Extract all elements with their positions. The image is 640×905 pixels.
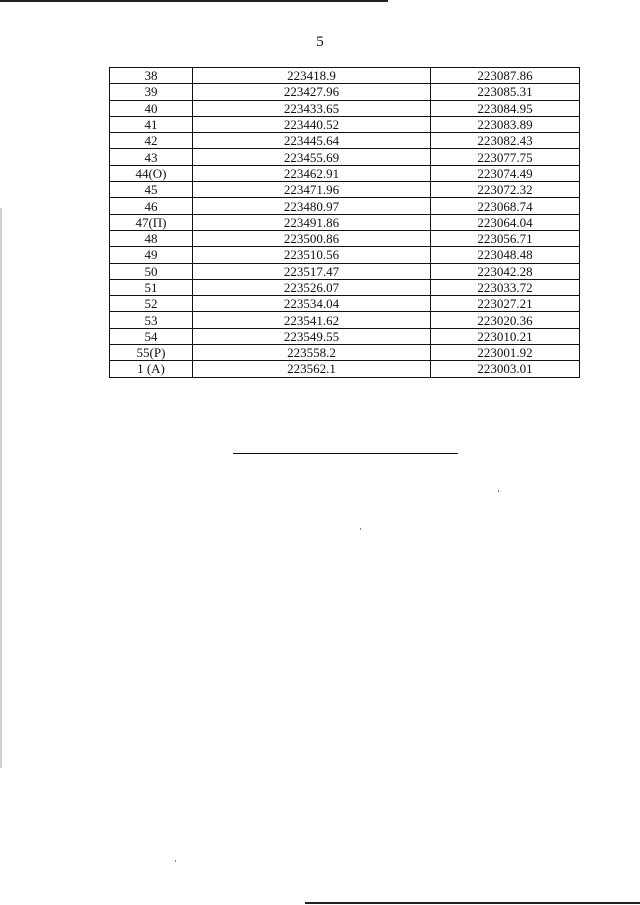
table-row xyxy=(110,100,580,116)
y-coordinate-cell: 223087.86 xyxy=(431,68,580,84)
x-coordinate-cell: 223445.64 xyxy=(193,133,431,149)
x-coordinate-cell: 223455.69 xyxy=(193,149,431,165)
x-coordinate-cell: 223418.9 xyxy=(193,68,431,84)
table-row xyxy=(110,247,580,263)
y-coordinate-cell: 223085.31 xyxy=(431,84,580,100)
point-number-cell: 41 xyxy=(110,116,193,132)
scan-speck xyxy=(360,528,361,530)
y-coordinate-cell: 223082.43 xyxy=(431,133,580,149)
point-number-cell: 46 xyxy=(110,198,193,214)
table-row xyxy=(110,165,580,181)
x-coordinate-cell: 223440.52 xyxy=(193,116,431,132)
y-coordinate-cell: 223001.92 xyxy=(431,345,580,361)
point-number-cell: 55(Р) xyxy=(110,345,193,361)
y-coordinate-cell: 223077.75 xyxy=(431,149,580,165)
x-coordinate-cell: 223433.65 xyxy=(193,100,431,116)
x-coordinate-cell: 223562.1 xyxy=(193,361,431,377)
point-number-cell: 40 xyxy=(110,100,193,116)
table-row xyxy=(110,214,580,230)
table-row xyxy=(110,84,580,100)
x-coordinate-cell: 223471.96 xyxy=(193,182,431,198)
x-coordinate-cell: 223500.86 xyxy=(193,230,431,246)
coordinates-table xyxy=(109,67,580,378)
scan-speck xyxy=(175,860,176,862)
point-number-cell: 44(O) xyxy=(110,165,193,181)
point-number-cell: 47(П) xyxy=(110,214,193,230)
table-row xyxy=(110,263,580,279)
y-coordinate-cell: 223010.21 xyxy=(431,328,580,344)
point-number-cell: 49 xyxy=(110,247,193,263)
table-row xyxy=(110,182,580,198)
scan-edge-bottom xyxy=(305,902,640,904)
x-coordinate-cell: 223510.56 xyxy=(193,247,431,263)
coordinates-table-body xyxy=(110,68,580,378)
x-coordinate-cell: 223558.2 xyxy=(193,345,431,361)
y-coordinate-cell: 223033.72 xyxy=(431,279,580,295)
x-coordinate-cell: 223526.07 xyxy=(193,279,431,295)
x-coordinate-cell: 223517.47 xyxy=(193,263,431,279)
y-coordinate-cell: 223072.32 xyxy=(431,182,580,198)
point-number-cell: 45 xyxy=(110,182,193,198)
y-coordinate-cell: 223064.04 xyxy=(431,214,580,230)
x-coordinate-cell: 223427.96 xyxy=(193,84,431,100)
y-coordinate-cell: 223042.28 xyxy=(431,263,580,279)
table-row xyxy=(110,279,580,295)
x-coordinate-cell: 223491.86 xyxy=(193,214,431,230)
point-number-cell: 51 xyxy=(110,279,193,295)
point-number-cell: 52 xyxy=(110,296,193,312)
table-row xyxy=(110,116,580,132)
y-coordinate-cell: 223084.95 xyxy=(431,100,580,116)
x-coordinate-cell: 223462.91 xyxy=(193,165,431,181)
table-row xyxy=(110,361,580,377)
table-row xyxy=(110,328,580,344)
y-coordinate-cell: 223027.21 xyxy=(431,296,580,312)
y-coordinate-cell: 223083.89 xyxy=(431,116,580,132)
end-of-document-rule xyxy=(233,453,458,454)
y-coordinate-cell: 223003.01 xyxy=(431,361,580,377)
point-number-cell: 1 (А) xyxy=(110,361,193,377)
page-number: 5 xyxy=(316,34,324,50)
scan-edge-left xyxy=(0,208,2,768)
point-number-cell: 42 xyxy=(110,133,193,149)
table-row xyxy=(110,149,580,165)
point-number-cell: 39 xyxy=(110,84,193,100)
y-coordinate-cell: 223074.49 xyxy=(431,165,580,181)
table-row xyxy=(110,198,580,214)
point-number-cell: 54 xyxy=(110,328,193,344)
table-row xyxy=(110,230,580,246)
y-coordinate-cell: 223020.36 xyxy=(431,312,580,328)
point-number-cell: 43 xyxy=(110,149,193,165)
y-coordinate-cell: 223056.71 xyxy=(431,230,580,246)
table-row xyxy=(110,68,580,84)
point-number-cell: 38 xyxy=(110,68,193,84)
x-coordinate-cell: 223541.62 xyxy=(193,312,431,328)
table-row xyxy=(110,296,580,312)
x-coordinate-cell: 223549.55 xyxy=(193,328,431,344)
table-row xyxy=(110,312,580,328)
point-number-cell: 50 xyxy=(110,263,193,279)
scan-speck xyxy=(498,490,499,492)
table-row xyxy=(110,133,580,149)
scan-edge-top xyxy=(0,0,388,2)
point-number-cell: 48 xyxy=(110,230,193,246)
x-coordinate-cell: 223480.97 xyxy=(193,198,431,214)
y-coordinate-cell: 223048.48 xyxy=(431,247,580,263)
x-coordinate-cell: 223534.04 xyxy=(193,296,431,312)
y-coordinate-cell: 223068.74 xyxy=(431,198,580,214)
point-number-cell: 53 xyxy=(110,312,193,328)
table-row xyxy=(110,345,580,361)
